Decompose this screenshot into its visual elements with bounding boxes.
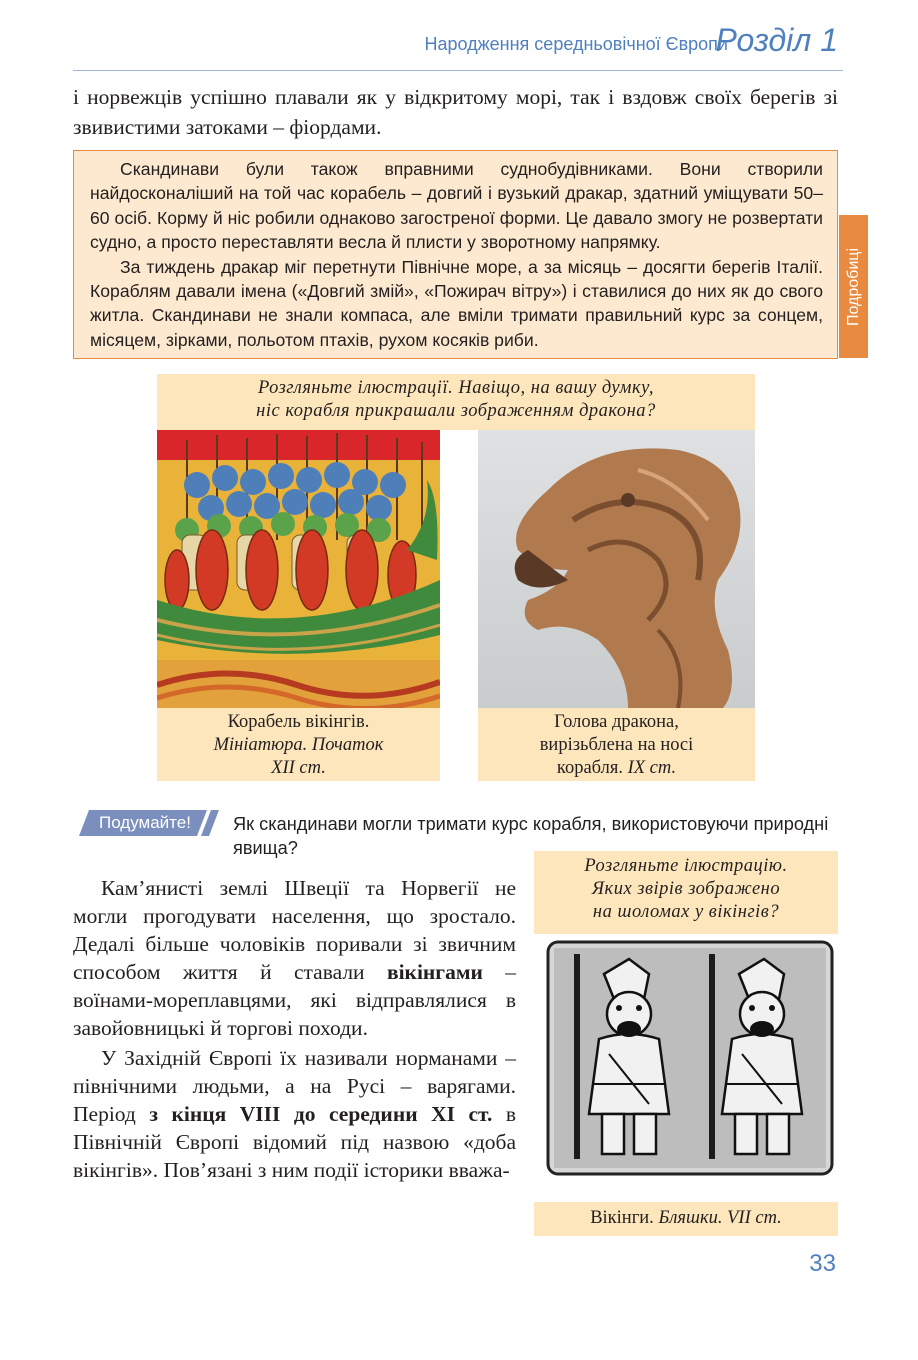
figure-caption-ship: [157, 708, 440, 781]
details-tab: [839, 215, 868, 358]
caption-title: Корабель вікінгів.: [227, 712, 370, 732]
prompt-line-1: Розгляньте ілюстрації. Навіщо, на вашу думку,: [257, 378, 655, 398]
caption-date-line: [478, 757, 755, 780]
page-number: 33: [809, 1250, 836, 1277]
prompt-line-1: Розгляньте ілюстрацію.: [584, 856, 788, 876]
illustration-prompt-2: [534, 851, 838, 934]
prompt-line-2: Яких звірів зображено: [591, 879, 781, 899]
caption-subtitle: вирізьблена на носі: [539, 735, 694, 755]
details-paragraph-1: Скандинави були також вправними суднобудівниками. Вони створили найдосконаліший на той час корабель – довгий і вузький дракар, здатний уміщувати 50–60 осіб. Корму й ніс робили однаково загостреної форми. Це давало змогу не розвертати судно, а просто переставляти весла й плисти у зворотному напрямку.: [90, 159, 823, 253]
prompt-line-2: ніс корабля прикрашали зображенням дракона?: [256, 401, 656, 421]
caption-place: корабля.: [556, 758, 623, 778]
text-run: – воїнами-мореплавцями, які відправлялися в завойовницькі й торгові походи.: [73, 960, 517, 1040]
caption-date: XII ст.: [271, 758, 326, 778]
lead-paragraph: і норвежців успішно плавали як у відкритому морі, так і вздовж своїх берегів зі звивистими затоками – фіордами.: [73, 85, 838, 139]
term-vikings: вікінгами: [386, 960, 483, 984]
section-label: Розділ 1: [715, 22, 838, 58]
caption-date: IX ст.: [627, 758, 677, 778]
caption-title: Голова дракона,: [554, 712, 679, 732]
dragon-head-carving-image: [478, 430, 755, 708]
body-paragraph-2: [73, 1044, 516, 1184]
body-paragraph-1: [73, 874, 516, 1042]
details-tab-label: Подробиці: [844, 247, 862, 326]
think-question: Як скандинави могли тримати курс корабля, використовуючи природні явища?: [233, 814, 829, 858]
caption-source: Мініатюра. Початок: [213, 735, 384, 755]
term-period: з кінця VIII до середини XI ст.: [149, 1102, 493, 1126]
think-badge: [75, 810, 225, 836]
details-paragraph-2: За тиждень дракар міг перетнути Північне море, а за місяць – досягти берегів Італії. Кораблям давали імена («Довгий змій», «Пожирач вітру») і ставилися до них як до свого житла. Скандинави не знали компаса, але вміли тримати правильний курс за сонцем, місяцем, зірками, польотом птахів, рухом косяків риби.: [90, 256, 823, 350]
figure-caption-plaques: [534, 1202, 838, 1236]
viking-plaques-image: [534, 934, 838, 1202]
caption-source: Бляшки. VII ст.: [658, 1208, 782, 1228]
figure-caption-dragon: [478, 708, 755, 781]
text-run: в Північній Європі відомий під назвою «доба вікінгів». Пов’язані з ним події історики вважа-: [73, 1102, 516, 1182]
text-run: Кам’янисті землі Швеції та Норвегії не могли прогодувати населення, що зростало. Дедалі більше чоловіків поривали зі звичним способом життя й ставали: [73, 876, 516, 984]
body-text: [73, 874, 516, 1184]
header-rule: [73, 70, 843, 71]
caption-title: Вікінги.: [590, 1208, 654, 1228]
details-box: [73, 150, 838, 359]
text-run: У Західній Європі їх називали норманами – північними людьми, а на Русі – варягами. Період: [73, 1046, 516, 1126]
running-header-subtitle: Народження середньовічної Європи: [424, 34, 728, 54]
prompt-line-3: на шоломах у вікінгів?: [592, 902, 780, 922]
illustration-prompt: [157, 374, 755, 430]
think-badge-label: Подумайте!: [99, 813, 191, 832]
viking-ship-miniature-image: [157, 430, 440, 708]
